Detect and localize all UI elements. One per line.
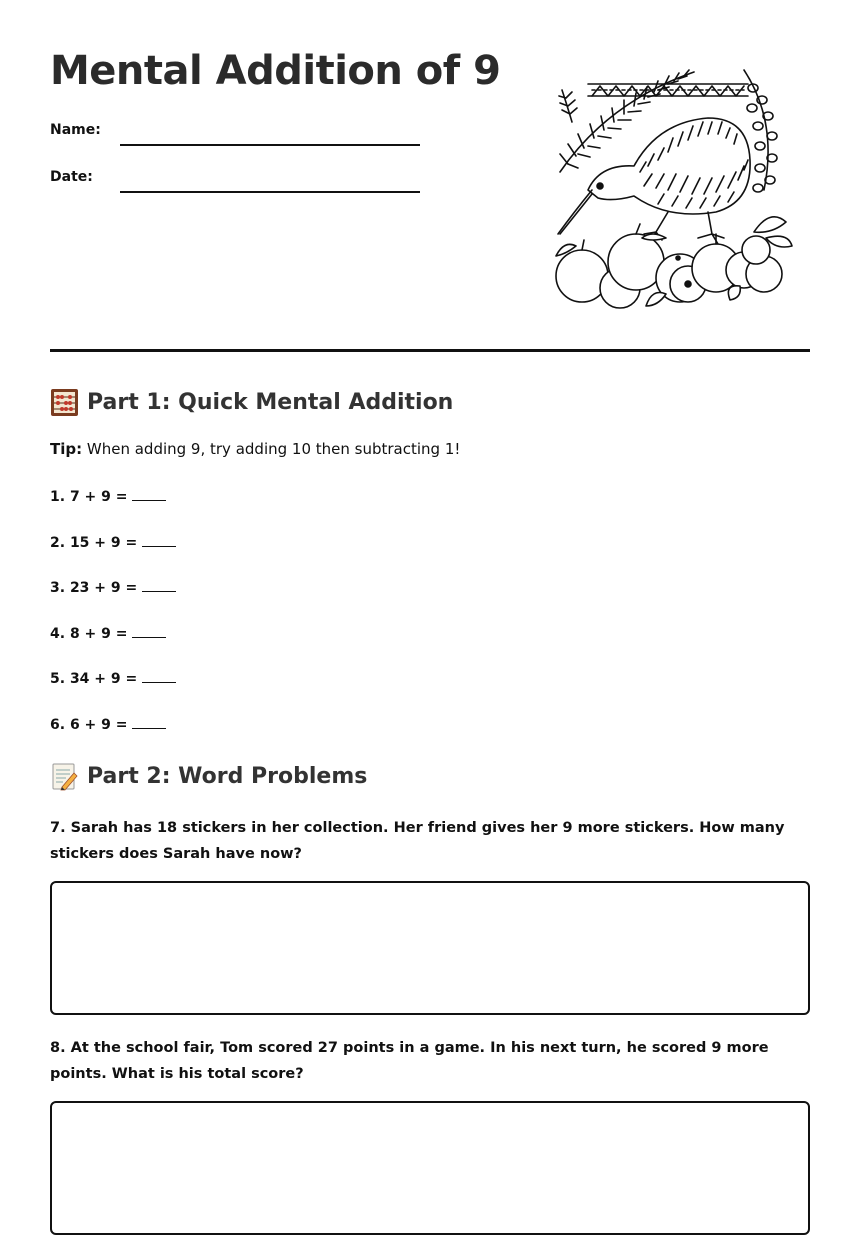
answer-blank[interactable] [132, 625, 166, 638]
problem-2 [50, 534, 176, 551]
answer-blank[interactable] [142, 534, 176, 547]
problem-number: 2. [50, 535, 66, 551]
tip-label: Tip: [50, 440, 83, 458]
tip-body: When adding 9, try adding 10 then subtracting 1! [86, 440, 461, 458]
word-problem-7: 7. Sarah has 18 stickers in her collection. Her friend gives her 9 more stickers. How many stickers does Sarah have now? [50, 820, 785, 862]
problem-expression: 6 + 9 = [69, 717, 128, 733]
answer-blank[interactable] [132, 488, 166, 501]
word-problem-8: 8. At the school fair, Tom scored 27 points in a game. In his next turn, he scored 9 more points. What is his total score? [50, 1040, 769, 1082]
answer-box-8[interactable] [50, 1101, 810, 1235]
small-fern [559, 90, 577, 122]
date-line[interactable] [120, 191, 420, 193]
problem-number: 6. [50, 717, 66, 733]
problem-number: 1. [50, 489, 66, 505]
problem-6 [50, 716, 166, 733]
problem-number: 5. [50, 671, 66, 687]
pattern-band [588, 84, 748, 96]
problem-1 [50, 488, 166, 505]
problem-number: 3. [50, 580, 66, 596]
answer-blank[interactable] [132, 716, 166, 729]
problem-expression: 23 + 9 = [69, 580, 138, 596]
header-divider [50, 349, 810, 352]
memo-icon [50, 762, 79, 791]
problem-expression: 8 + 9 = [69, 626, 128, 642]
name-label: Name: [50, 122, 101, 138]
abacus-icon [50, 388, 79, 417]
problem-expression: 15 + 9 = [69, 535, 138, 551]
problem-expression: 7 + 9 = [69, 489, 128, 505]
tip-text [50, 440, 460, 458]
part2-heading [50, 762, 367, 791]
kiwi-bird-illustration [548, 62, 794, 316]
problem-5 [50, 670, 176, 687]
part1-heading-text: Part 1: Quick Mental Addition [87, 390, 454, 415]
part2-heading-text: Part 2: Word Problems [87, 764, 368, 789]
worksheet-title: Mental Addition of 9 [50, 48, 501, 94]
problem-4 [50, 625, 166, 642]
answer-blank[interactable] [142, 670, 176, 683]
date-field[interactable] [50, 169, 430, 199]
problem-number: 4. [50, 626, 66, 642]
kiwi-body [558, 118, 750, 244]
problem-3 [50, 579, 176, 596]
fruit-cluster [556, 224, 782, 308]
name-line[interactable] [120, 144, 420, 146]
answer-blank[interactable] [142, 579, 176, 592]
date-label: Date: [50, 169, 93, 185]
name-field[interactable] [50, 122, 430, 152]
answer-box-7[interactable] [50, 881, 810, 1015]
part1-heading [50, 388, 453, 417]
problem-expression: 34 + 9 = [69, 671, 138, 687]
